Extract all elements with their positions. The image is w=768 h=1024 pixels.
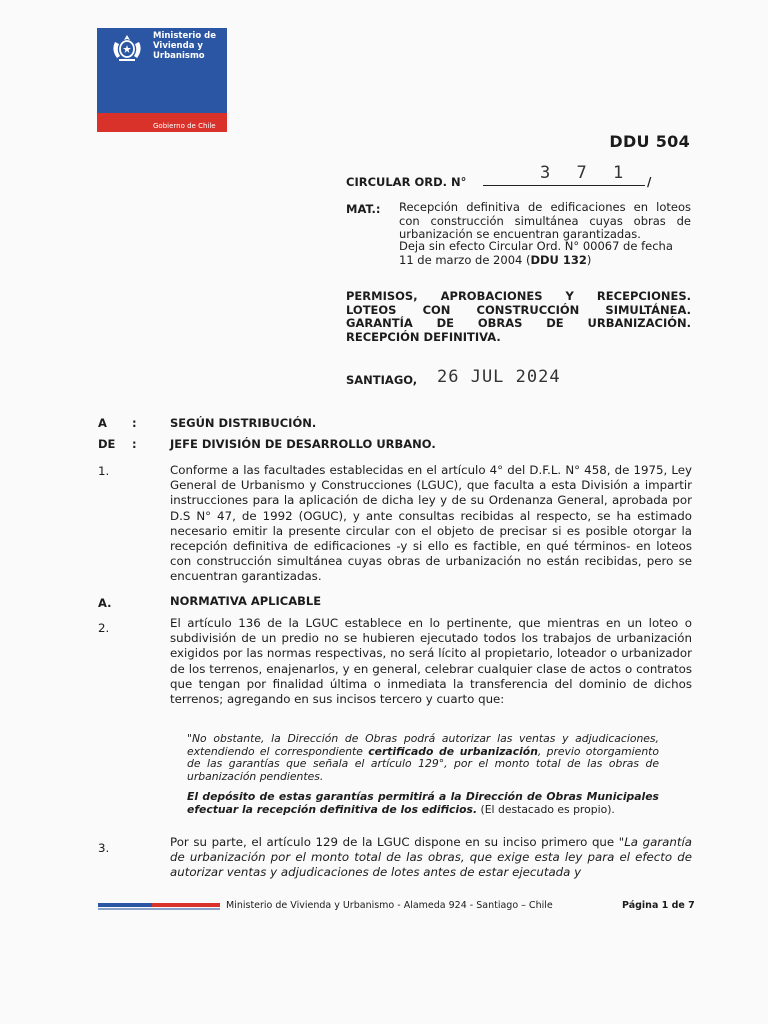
paragraph-number: 1. xyxy=(98,464,110,478)
government-label: Gobierno de Chile xyxy=(153,122,216,130)
section-a-title: NORMATIVA APLICABLE xyxy=(170,594,322,608)
page-number: Página 1 de 7 xyxy=(622,900,695,911)
footer-address: Ministerio de Vivienda y Urbanismo - Alameda 924 - Santiago – Chile xyxy=(226,900,553,911)
from-label: DE xyxy=(98,437,116,451)
section-a-number: A. xyxy=(98,596,112,610)
footer-color-bar xyxy=(98,903,220,911)
mat-label: MAT.: xyxy=(346,202,381,216)
paragraph-number: 2. xyxy=(98,621,110,635)
quote-1: "No obstante, la Dirección de Obras podrá autorizar las ventas y adjudicaciones, extendiendo el correspondiente certificado de urbanización, previo otorgamiento de las garantías que señala el artículo 129°, por el monto total de las obras de urbanización pendientes. xyxy=(187,732,660,784)
from-value: JEFE DIVISIÓN DE DESARROLLO URBANO. xyxy=(170,437,436,451)
circular-label: CIRCULAR ORD. N° xyxy=(346,175,467,189)
to-value: SEGÚN DISTRIBUCIÓN. xyxy=(170,416,317,430)
place-label: SANTIAGO, xyxy=(346,373,418,387)
ministry-logo xyxy=(97,28,227,132)
mat-text: Recepción definitiva de edificaciones en loteos con construcción simultánea cuyas obras de urbanización se encuentran garantizadas. xyxy=(399,200,691,241)
to-colon: : xyxy=(132,416,137,430)
paragraph-number: 3. xyxy=(98,841,110,855)
mat-supersedes: Deja sin efecto Circular Ord. N° 00067 de fecha 11 de marzo de 2004 (DDU 132) xyxy=(399,239,673,267)
circular-number-line xyxy=(483,185,645,186)
document-code: DDU 504 xyxy=(609,132,690,151)
paragraph-1: Conforme a las facultades establecidas en el artículo 4° del D.F.L. N° 458, de 1975, Ley General de Urbanismo y Construcciones (LGUC), que faculta a esta División a impartir instrucciones para la aplicación de dicha ley y de su Ordenanza General, aprobada por D.S N° 47, de 1992 (OGUC), y ante consultas recibidas al respecto, se ha estimado necesario emitir la presente circular con el objeto de precisar si es posible otorgar la recepción definitiva de edificaciones -y si ello es factible, en qué términos- en loteos con construcción simultánea cuyas obras de urbanización no están recibidas, pero se encuentran garantizadas. xyxy=(170,463,692,584)
paragraph-2: El artículo 136 de la LGUC establece en lo pertinente, que mientras en un loteo o subdivisión de un predio no se hubieren ejecutado todos los trabajos de urbanización exigidos por las normas respectivas, no será lícito al propietario, loteador o urbanizador de los terrenos, enajenarlos, y en general, celebrar cualquier clase de actos o contratos que tengan por finalidad última o inmediata la transferencia del dominio de dichos terrenos; agregando en sus incisos tercero y cuarto que: xyxy=(170,616,692,707)
ministry-name: Ministerio de Vivienda y Urbanismo xyxy=(153,31,216,61)
quote-2: El depósito de estas garantías permitirá a la Dirección de Obras Municipales efectuar la recepción definitiva de los edificios. (El destacado es propio). xyxy=(187,790,659,816)
from-colon: : xyxy=(132,437,137,451)
circular-number: 3 7 1 xyxy=(540,163,632,183)
paragraph-3: Por su parte, el artículo 129 de la LGUC dispone en su inciso primero que "La garantía de urbanización por el monto total de las obras, que exige esta ley para el efecto de autorizar ventas y adjudicaciones de lotes antes de estar ejecutada y xyxy=(170,835,692,880)
subject-heading: PERMISOS, APROBACIONES Y RECEPCIONES. LOTEOS CON CONSTRUCCIÓN SIMULTÁNEA. GARANTÍA DE OBRAS DE URBANIZACIÓN. RECEPCIÓN DEFINITIVA. xyxy=(346,289,691,344)
circular-slash: / xyxy=(647,175,652,189)
to-label: A xyxy=(98,416,107,430)
coat-of-arms-icon xyxy=(107,32,147,64)
date-stamp: 26 JUL 2024 xyxy=(437,367,561,387)
